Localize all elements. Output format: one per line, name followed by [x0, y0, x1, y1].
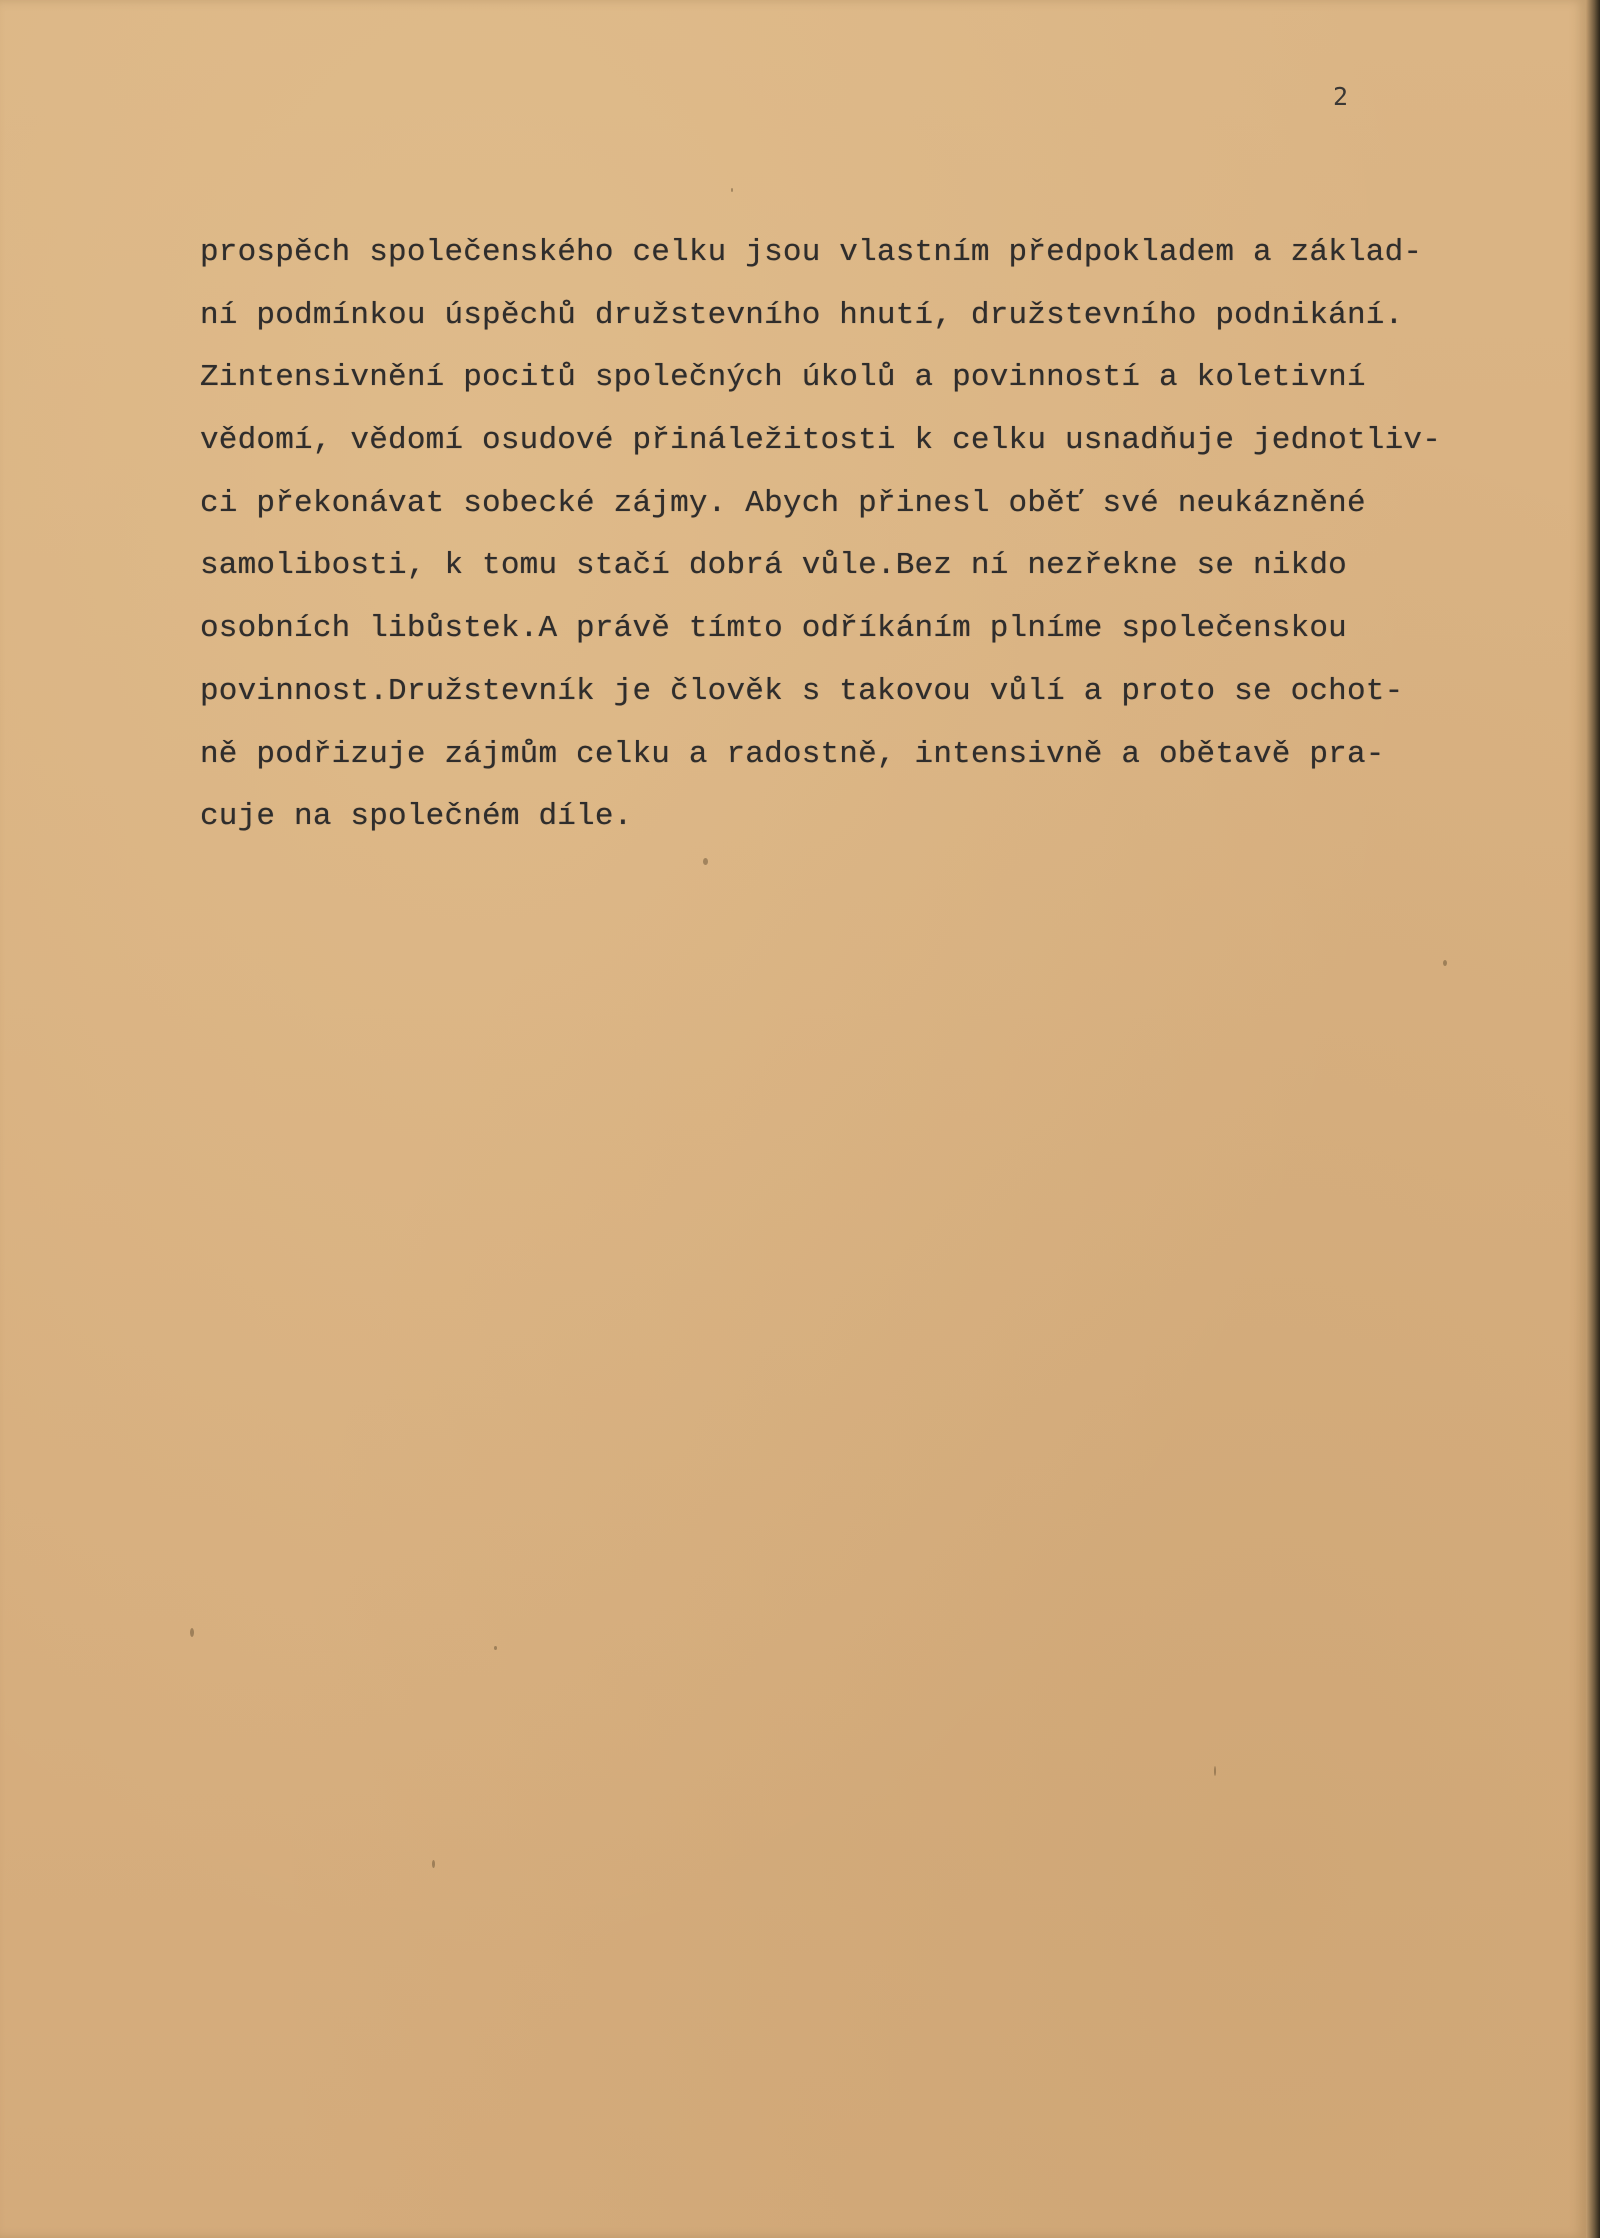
text-line: ní podmínkou úspěchů družstevního hnutí, družstevního podnikání. [200, 297, 1404, 333]
paper-speck [731, 188, 733, 192]
text-line: osobních libůstek.A právě tímto odříkáním plníme společenskou [200, 611, 1347, 647]
text-line: ci překonávat sobecké zájmy. Abych přinesl oběť své neukázněné [200, 485, 1366, 521]
text-line: povinnost.Družstevník je člověk s takovou vůlí a proto se ochot- [200, 673, 1404, 709]
paper-speck [703, 858, 708, 865]
text-line: ně podřizuje zájmům celku a radostně, intensivně a obětavě pra- [200, 736, 1385, 772]
page-number: 2 [1333, 82, 1350, 111]
paper-speck [432, 1860, 435, 1868]
paper-speck [1214, 1766, 1216, 1776]
text-line: samolibosti, k tomu stačí dobrá vůle.Bez ní nezřekne se nikdo [200, 548, 1347, 584]
text-line: vědomí, vědomí osudové přináležitosti k celku usnadňuje jednotliv- [200, 423, 1441, 459]
text-line: Zintensivnění pocitů společných úkolů a povinností a koletivní [200, 360, 1366, 396]
paper-speck [190, 1628, 194, 1637]
body-text [200, 222, 1500, 849]
text-line: cuje na společném díle. [200, 799, 633, 835]
paper-edge [1586, 0, 1600, 2238]
text-line: prospěch společenského celku jsou vlastním předpokladem a základ- [200, 235, 1423, 270]
paper-speck [494, 1646, 497, 1650]
paper-speck [1443, 960, 1447, 966]
